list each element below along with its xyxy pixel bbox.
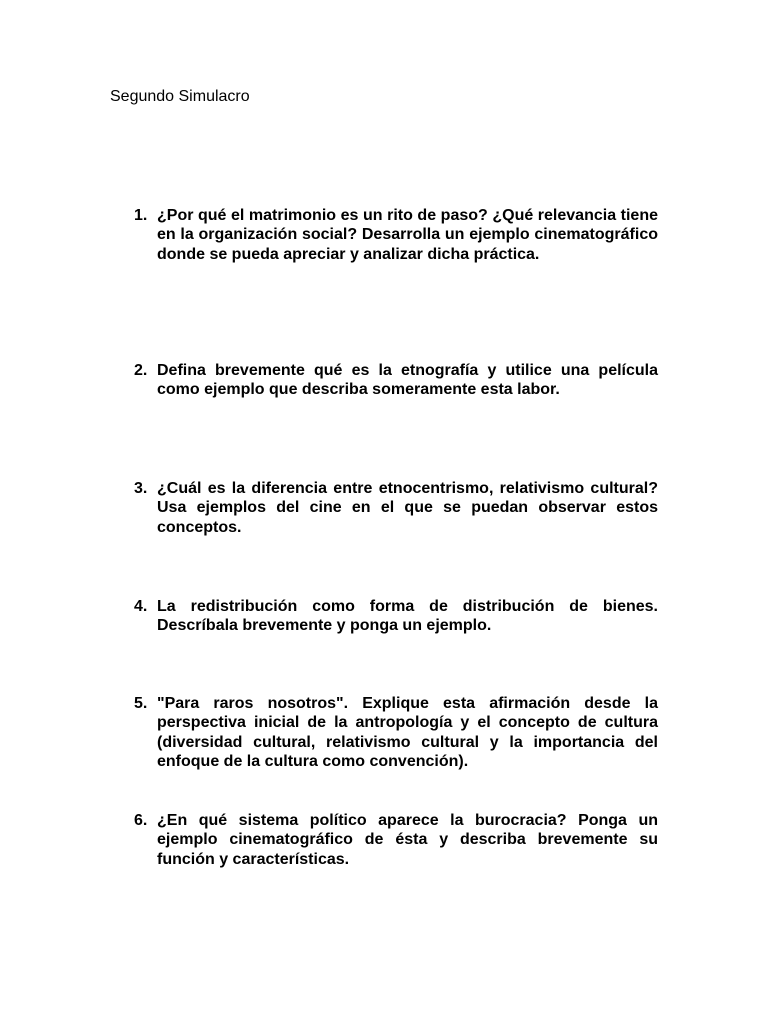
question-text: ¿Por qué el matrimonio es un rito de paso? ¿Qué relevancia tiene en la organización social? Desarrolla un ejemplo cinematográfico donde se pueda apreciar y analizar dicha práctica. <box>157 207 658 263</box>
question-3 <box>134 479 658 537</box>
question-number: 6. <box>134 812 148 829</box>
page-title: Segundo Simulacro <box>110 88 250 105</box>
question-text: Defina brevemente qué es la etnografía y utilice una película como ejemplo que describa someramente esta labor. <box>157 362 658 399</box>
question-number: 3. <box>134 480 148 497</box>
question-number: 4. <box>134 598 148 615</box>
question-2 <box>134 361 658 400</box>
question-5 <box>134 694 658 771</box>
question-number: 1. <box>134 207 148 224</box>
question-text: La redistribución como forma de distribución de bienes. Descríbala brevemente y ponga un ejemplo. <box>157 598 658 635</box>
question-4 <box>134 597 658 636</box>
question-text: ¿Cuál es la diferencia entre etnocentrismo, relativismo cultural? Usa ejemplos del cine en el que se puedan observar estos conceptos. <box>157 480 658 536</box>
question-1 <box>134 206 658 264</box>
question-6 <box>134 811 658 869</box>
question-number: 5. <box>134 695 148 712</box>
question-text: ¿En qué sistema político aparece la burocracia? Ponga un ejemplo cinematográfico de ésta y describa brevemente su función y características. <box>157 812 658 868</box>
question-text: "Para raros nosotros". Explique esta afirmación desde la perspectiva inicial de la antropología y el concepto de cultura (diversidad cultural, relativismo cultural y la importancia del enfoque de la cultura como convención). <box>157 695 658 770</box>
question-number: 2. <box>134 362 148 379</box>
